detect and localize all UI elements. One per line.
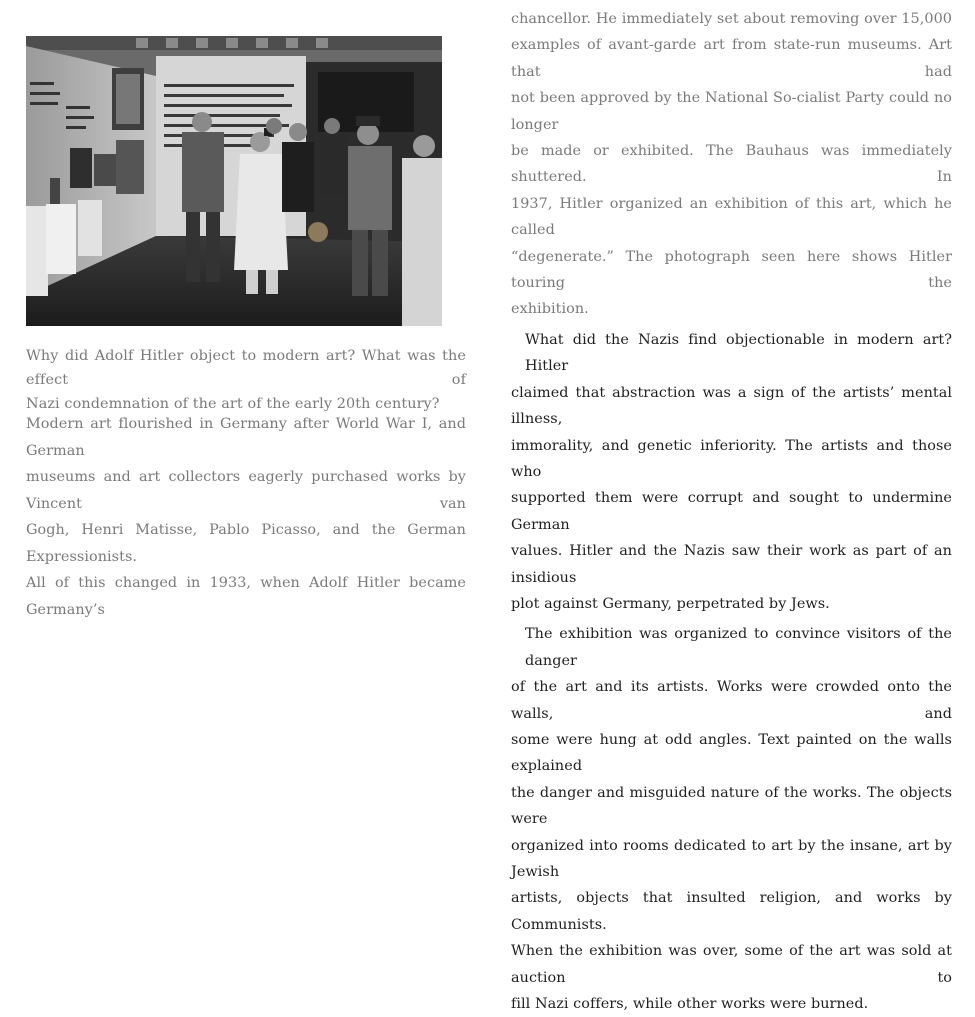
text-line: supported them were corrupt and sought to undermine German <box>511 490 952 533</box>
text-line: Gogh, Henri Matisse, Pablo Picasso, and the German Expressionists. <box>26 522 466 565</box>
exhibition-photo <box>26 36 442 326</box>
left-column <box>26 0 466 618</box>
caption-line-1: Why did Adolf Hitler object to modern art? What was the effect of <box>26 348 466 388</box>
text-line: When the exhibition was over, some of the art was sold at auction to <box>511 943 952 986</box>
text-line: organized into rooms dedicated to art by the insane, art by Jewish <box>511 837 952 880</box>
text-line: immorality, and genetic inferiority. The artists and those who <box>511 437 952 480</box>
text-line: museums and art collectors eagerly purchased works by Vincent van <box>26 469 466 512</box>
text-line: some were hung at odd angles. Text painted on the walls explained <box>511 731 952 775</box>
text-line: examples of avant-garde art from state-run museums. Art that had <box>511 37 952 80</box>
text-line: the danger and misguided nature of the works. The objects were <box>511 784 952 828</box>
text-line: “degenerate.” The photograph seen here shows Hitler touring the <box>511 248 952 292</box>
text-line: artists, objects that insulted religion, and works by Communists. <box>511 890 952 933</box>
exhibition-photo-illustration <box>26 36 442 326</box>
text-line: fill Nazi coffers, while other works were burned. <box>511 996 869 1013</box>
caption-line-2: Nazi condemnation of the art of the early 20th century? <box>26 396 440 412</box>
text-line: plot against Germany, perpetrated by Jews. <box>511 595 830 612</box>
text-line: not been approved by the National So-cialist Party could no longer <box>511 90 952 133</box>
intro-paragraph <box>26 411 466 623</box>
continuation-paragraph <box>511 6 952 323</box>
text-line: of the art and its artists. Works were crowded onto the walls, and <box>511 679 952 722</box>
text-line: Modern art flourished in Germany after World War I, and German <box>26 416 466 459</box>
text-line: What did the Nazis find objectionable in modern art? Hitler <box>525 331 952 375</box>
exhibition-paragraph <box>511 621 952 1017</box>
right-column <box>511 6 952 1017</box>
text-line: exhibition. <box>511 301 589 318</box>
text-line: All of this changed in 1933, when Adolf Hitler became Germany’s <box>26 575 466 618</box>
text-line: chancellor. He immediately set about removing over 15,000 <box>511 11 952 27</box>
text-line: values. Hitler and the Nazis saw their work as part of an insidious <box>511 543 952 586</box>
caption-question <box>26 344 466 416</box>
text-line: 1937, Hitler organized an exhibition of this art, which he called <box>511 195 952 239</box>
objections-paragraph <box>511 327 952 617</box>
text-line: The exhibition was organized to convince visitors of the danger <box>525 626 952 669</box>
text-line: be made or exhibited. The Bauhaus was immediately shuttered. In <box>511 143 952 186</box>
text-line: claimed that abstraction was a sign of the artists’ mental illness, <box>511 384 952 428</box>
